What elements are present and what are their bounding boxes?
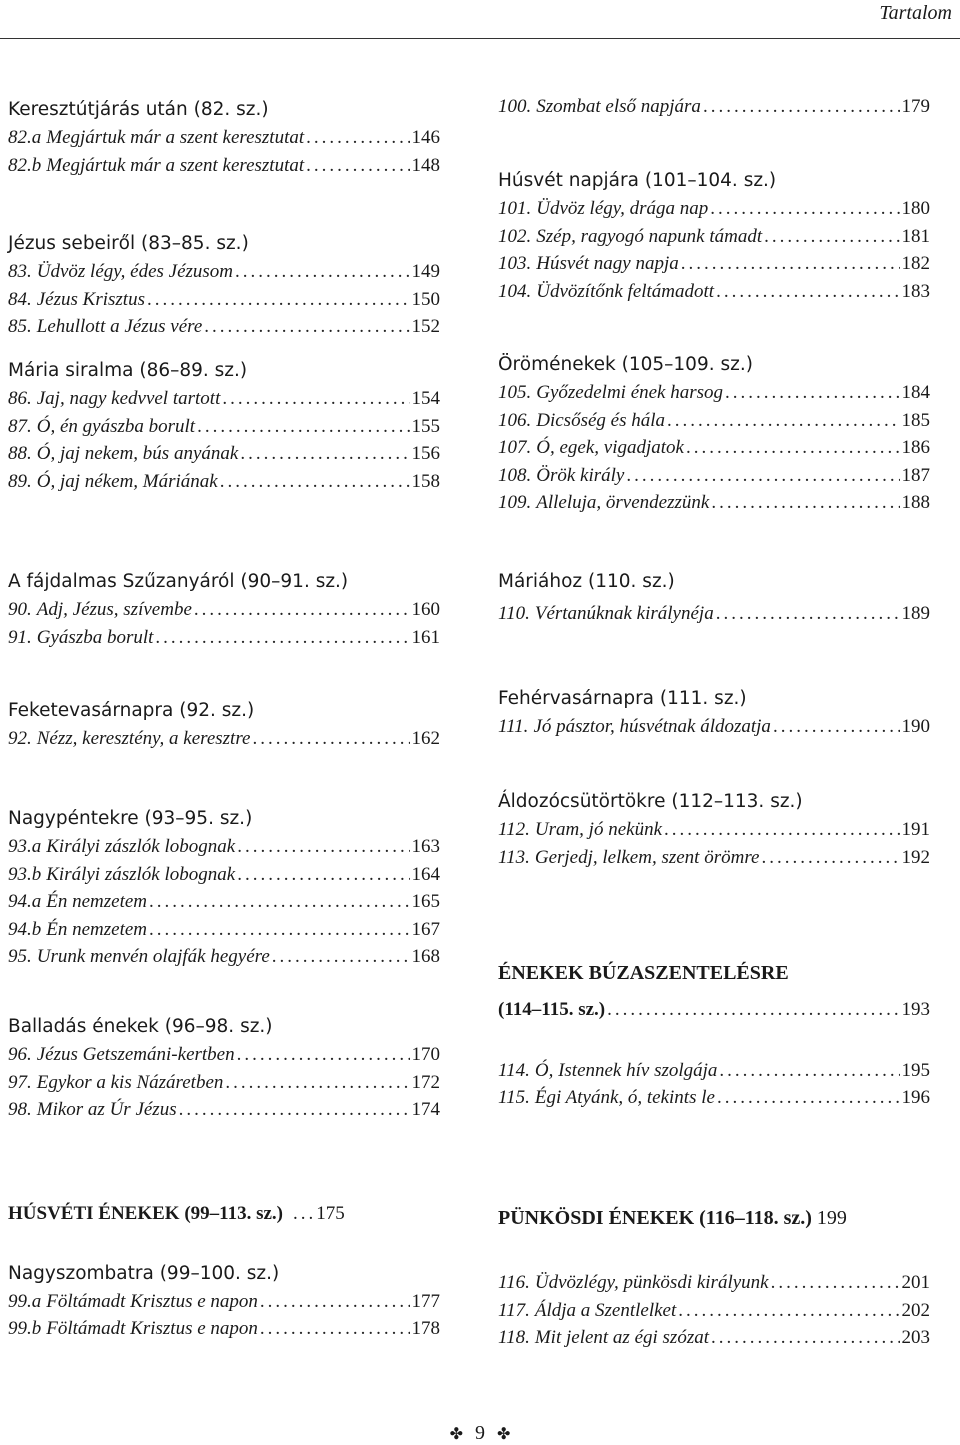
toc-section: [8, 357, 440, 495]
toc-entry[interactable]: 87. Ó, én gyászba borult ..... 155: [8, 413, 440, 441]
toc-section: [498, 351, 930, 517]
toc-entry[interactable]: 117. Áldja a Szentlelket ..... 202: [498, 1297, 930, 1325]
toc-section: [8, 697, 440, 753]
toc-entry[interactable]: 113. Gerjedj, lelkem, szent örömre ..... 192: [498, 844, 930, 872]
main-section-entry[interactable]: HÚSVÉTI ÉNEKEK (99–113. sz.) ...175: [8, 1200, 440, 1228]
section-title: Máriához (110. sz.): [498, 571, 675, 592]
toc-main-section: [8, 1200, 440, 1343]
toc-entry[interactable]: 105. Győzedelmi ének harsog ..... 184: [498, 379, 930, 407]
toc-entry[interactable]: 88. Ó, jaj nekem, bús anyának ..... 156: [8, 440, 440, 468]
toc-entry[interactable]: 107. Ó, egek, vigadjatok ..... 186: [498, 434, 930, 462]
page-number: 154: [411, 388, 440, 409]
toc-entry[interactable]: 99.b Föltámadt Krisztus e napon ..... 178: [8, 1315, 440, 1343]
page-number: 193: [901, 999, 930, 1020]
toc-section: [8, 805, 440, 971]
toc-main-section: [498, 1203, 930, 1352]
toc-entry[interactable]: 96. Jézus Getszemáni-kertben ..... 170: [8, 1041, 440, 1069]
toc-entry[interactable]: 115. Égi Atyánk, ó, tekints le ..... 196: [498, 1084, 930, 1112]
section-title: Jézus sebeiről (83–85. sz.): [8, 233, 249, 254]
main-section-entry[interactable]: (114–115. sz.) ..... 193: [498, 996, 930, 1024]
page-number: 192: [901, 846, 930, 868]
section-title: Nagyszombatra (99–100. sz.): [8, 1262, 280, 1284]
section-title: Nagypéntekre (93–95. sz.): [8, 808, 253, 829]
toc-main-section: [498, 958, 930, 1112]
page-number: 148: [411, 154, 440, 176]
toc-entry[interactable]: 116. Üdvözlégy, pünkösdi királyunk ..... 201: [498, 1269, 930, 1297]
section-title: Feketevasárnapra (92. sz.): [8, 700, 255, 721]
page-number: 186: [901, 437, 930, 459]
toc-entry[interactable]: 98. Mikor az Úr Jézus ..... 174: [8, 1096, 440, 1124]
page-number: 187: [901, 464, 930, 486]
toc-entry[interactable]: 95. Urunk menvén olajfák hegyére ..... 168: [8, 943, 440, 971]
header-rule: [0, 38, 960, 39]
toc-section: [498, 167, 930, 305]
page-number: 150: [411, 288, 440, 310]
page-number: 181: [901, 225, 930, 247]
page-number: 191: [901, 819, 930, 840]
page-number: 182: [901, 253, 930, 275]
section-title: Keresztútjárás után (82. sz.): [8, 99, 269, 120]
toc-entry[interactable]: 101. Üdvöz légy, drága nap ..... 180: [498, 195, 930, 223]
toc-section: [498, 788, 930, 871]
page-number: 180: [901, 198, 930, 219]
page-number: 184: [901, 382, 930, 403]
toc-entry[interactable]: 102. Szép, ragyogó napunk támadt ..... 181: [498, 223, 930, 251]
page-number: 172: [411, 1071, 440, 1093]
page-number: 163: [411, 836, 440, 857]
toc-section: [8, 1013, 440, 1124]
running-head-title: Tartalom: [879, 2, 952, 24]
toc-entry[interactable]: 90. Adj, Jézus, szívembe ..... 160: [8, 596, 440, 624]
page-number-footer: 9: [475, 1422, 485, 1444]
page-number: 149: [411, 261, 440, 282]
toc-entry[interactable]: 84. Jézus Krisztus ..... 150: [8, 286, 440, 314]
page-number: 165: [411, 891, 440, 913]
toc-entry[interactable]: 100. Szombat első napjára ..... 179: [498, 93, 930, 121]
toc-entry[interactable]: 103. Húsvét nagy napja ..... 182: [498, 250, 930, 278]
toc-entry[interactable]: 104. Üdvözítőnk feltámadott ..... 183: [498, 278, 930, 306]
toc-entry[interactable]: 109. Alleluja, örvendezzünk ..... 188: [498, 489, 930, 517]
toc-entry[interactable]: 86. Jaj, nagy kedvvel tartott ..... 154: [8, 385, 440, 413]
toc-entry[interactable]: 112. Uram, jó nekünk ..... 191: [498, 816, 930, 844]
page-number: 183: [901, 280, 930, 302]
toc-entry[interactable]: 118. Mit jelent az égi szózat ..... 203: [498, 1324, 930, 1352]
toc-entry[interactable]: 83. Üdvöz légy, édes Jézusom ..... 149: [8, 258, 440, 286]
toc-entry[interactable]: 82.b Megjártuk már a szent keresztutat ..... 148: [8, 152, 440, 180]
toc-entry[interactable]: 89. Ó, jaj nékem, Máriának ..... 158: [8, 468, 440, 496]
page-number: 167: [411, 918, 440, 940]
toc-section: [8, 96, 440, 179]
section-title: Öröménekek (105–109. sz.): [498, 354, 753, 375]
page-number: ...175: [293, 1203, 345, 1224]
toc-entry[interactable]: 82.a Megjártuk már a szent keresztutat ..... 146: [8, 124, 440, 152]
page-number: 160: [411, 599, 440, 620]
toc-entry[interactable]: 108. Örök király ..... 187: [498, 462, 930, 490]
page-number: 196: [901, 1087, 930, 1109]
page-number: 164: [411, 863, 440, 885]
page-number: 174: [411, 1099, 440, 1121]
toc-entry[interactable]: 106. Dicsőség és hála ..... 185: [498, 407, 930, 435]
page-number: 146: [411, 127, 440, 148]
page-number: 189: [901, 603, 930, 624]
page-number: 188: [901, 492, 930, 514]
page-number: 178: [411, 1318, 440, 1340]
toc-section: [498, 568, 930, 628]
page-number: 203: [901, 1327, 930, 1349]
toc-entry[interactable]: 85. Lehullott a Jézus vére ..... 152: [8, 313, 440, 341]
page-number: 162: [411, 728, 440, 749]
toc-section: [8, 568, 440, 651]
toc-entry[interactable]: 99.a Föltámadt Krisztus e napon ..... 177: [8, 1288, 440, 1316]
page-footer: [0, 1422, 960, 1445]
toc-entry[interactable]: 91. Gyászba borult ..... 161: [8, 624, 440, 652]
toc-section: [8, 230, 440, 341]
toc-entry[interactable]: 111. Jó pásztor, húsvétnak áldozatja ..... 190: [498, 713, 930, 741]
toc-entry[interactable]: 97. Egykor a kis Názáretben ..... 172: [8, 1069, 440, 1097]
toc-entry[interactable]: 93.a Királyi zászlók lobognak ..... 163: [8, 833, 440, 861]
toc-entry[interactable]: 94.a Én nemzetem ..... 165: [8, 888, 440, 916]
flourish-icon: ✤: [449, 1424, 463, 1443]
toc-entry[interactable]: 94.b Én nemzetem ..... 167: [8, 916, 440, 944]
page-number: 156: [411, 443, 440, 465]
main-section-title: ÉNEKEK BÚZASZENTELÉSRE: [498, 962, 789, 984]
page-number: 161: [411, 626, 440, 648]
page-number: 195: [901, 1059, 930, 1081]
section-title: A fájdalmas Szűzanyáról (90–91. sz.): [8, 571, 349, 592]
section-title: Mária siralma (86–89. sz.): [8, 360, 248, 381]
page-number: 179: [901, 96, 930, 117]
page-number: 170: [411, 1044, 440, 1065]
toc-section: [498, 685, 930, 741]
section-title: Fehérvasárnapra (111. sz.): [498, 688, 747, 709]
toc-entry[interactable]: 114. Ó, Istennek hív szolgája ..... 195: [498, 1057, 930, 1085]
page-number: 155: [411, 415, 440, 437]
page-number: 199: [816, 1207, 847, 1229]
page-number: 202: [901, 1299, 930, 1321]
page-number: 190: [901, 716, 930, 737]
toc-section: [498, 93, 930, 121]
page-number: 168: [411, 946, 440, 968]
section-title: Áldozócsütörtökre (112–113. sz.): [498, 791, 803, 812]
toc-entry[interactable]: 110. Vértanúknak királynéja ..... 189: [498, 600, 930, 628]
toc-entry[interactable]: 93.b Királyi zászlók lobognak ..... 164: [8, 861, 440, 889]
page-number: 152: [411, 316, 440, 338]
section-title: Húsvét napjára (101–104. sz.): [498, 170, 777, 191]
page-number: 177: [411, 1290, 440, 1312]
section-title: Balladás énekek (96–98. sz.): [8, 1016, 273, 1037]
main-section-entry[interactable]: PÜNKÖSDI ÉNEKEK (116–118. sz.) 199: [498, 1207, 847, 1229]
page-number: 185: [901, 409, 930, 431]
flourish-icon: ✤: [497, 1424, 511, 1443]
page-number: 158: [411, 470, 440, 492]
page-number: 201: [901, 1272, 930, 1293]
toc-entry[interactable]: 92. Nézz, keresztény, a keresztre ..... 162: [8, 725, 440, 753]
